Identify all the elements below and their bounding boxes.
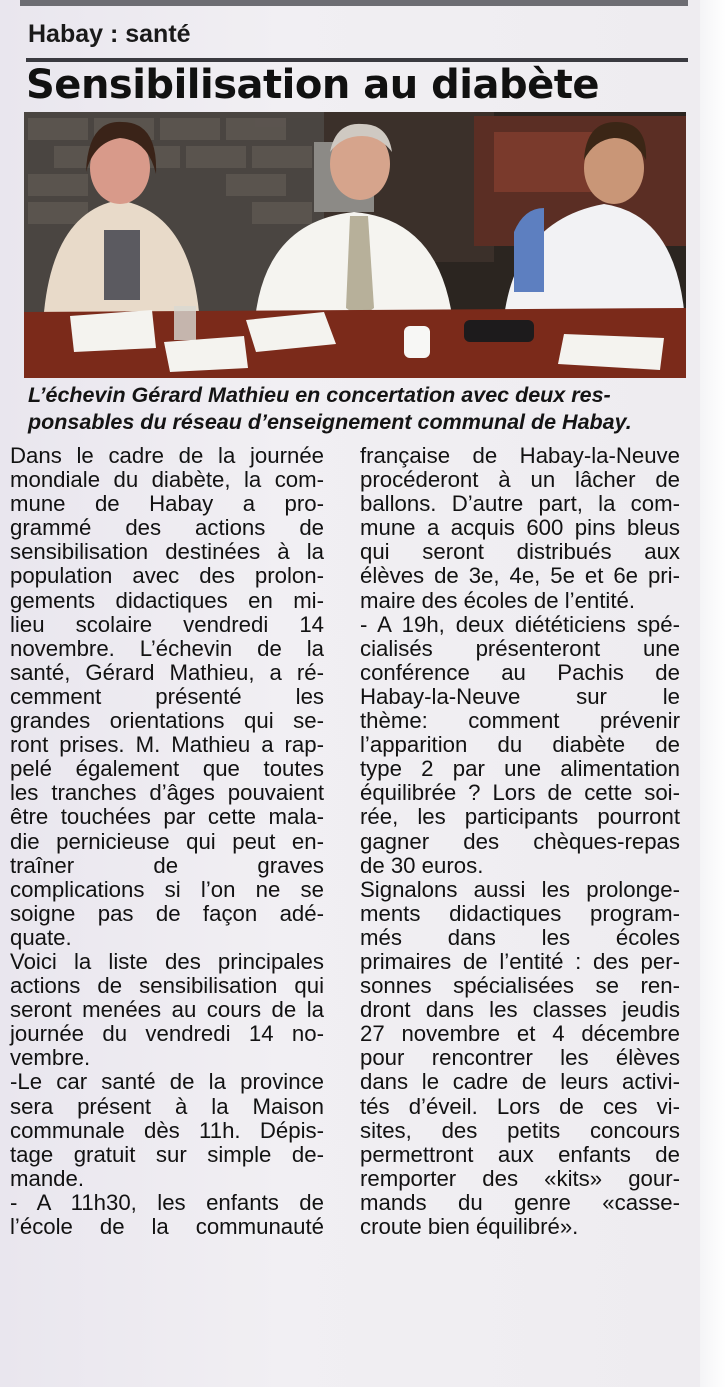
article-headline: Sensibilisation au diabète	[26, 62, 599, 108]
article-text-line: gements didactiques en mi-	[10, 587, 324, 613]
article-text-line: actions de sensibilisation qui	[10, 973, 324, 999]
article-text-line: rée, les participants pourront	[360, 804, 680, 830]
article-text-line: cialisés présenteront une	[360, 635, 680, 661]
article-text-line: ballons. D’autre part, la com-	[360, 491, 680, 517]
article-text-line: ront prises. M. Mathieu a rap-	[10, 732, 324, 758]
article-text-line: primaires de l’entité : des per-	[360, 948, 680, 974]
article-column-1	[10, 444, 324, 1239]
article-text-line: santé, Gérard Mathieu, a ré-	[10, 659, 324, 685]
article-text-line: procéderont à un lâcher de	[360, 467, 680, 493]
article-text-line: grammé des actions de	[10, 515, 324, 541]
article-photo	[24, 112, 686, 378]
article-text-line: complications si l’on ne se	[10, 876, 324, 902]
article-text-line: mune a acquis 600 pins bleus	[360, 515, 680, 541]
article-text-line: més dans les écoles	[360, 924, 680, 950]
article-text-line: française de Habay-la-Neuve	[360, 443, 680, 468]
article-text-line: sites, des petits concours	[360, 1117, 680, 1143]
article-text-line: Voici la liste des principales	[10, 948, 324, 974]
article-text-line: sonnes spécialisées se ren-	[360, 973, 680, 999]
article-text-line: mands du genre «casse-	[360, 1189, 680, 1215]
article-text-line: communale dès 11h. Dépis-	[10, 1117, 324, 1143]
article-text-line: population avec des prolon-	[10, 563, 324, 589]
photo-caption	[28, 382, 688, 436]
caption-line: L’échevin Gérard Mathieu en concertation avec deux res-	[28, 383, 611, 407]
article-text-line: - A 19h, deux diététiciens spé-	[360, 611, 680, 637]
article-text-line: novembre. L’échevin de la	[10, 635, 324, 661]
article-text-line: -Le car santé de la province	[10, 1069, 324, 1095]
article-text-line: les tranches d’âges pouvaient	[10, 780, 324, 806]
article-text-line: cemment présenté les	[10, 683, 324, 709]
article-text-line: Habay-la-Neuve sur le	[360, 683, 680, 709]
article-text-line: lieu scolaire vendredi 14	[10, 611, 324, 637]
article-text-line: équilibrée ? Lors de cette soi-	[360, 780, 680, 806]
page-margin	[700, 0, 726, 1387]
article-text-line: mande.	[10, 1165, 85, 1191]
article-text-line: grandes orientations qui se-	[10, 708, 324, 734]
article-text-line: conférence au Pachis de	[360, 659, 680, 685]
article-text-line: ments didactiques program-	[360, 900, 680, 926]
article-text-line: sensibilisation destinées à la	[10, 539, 324, 565]
article-text-line: mondiale du diabète, la com-	[10, 467, 324, 493]
article-text-line: maire des écoles de l’entité.	[360, 587, 636, 613]
top-border	[20, 0, 688, 6]
article-text-line: - A 11h30, les enfants de	[10, 1189, 324, 1215]
section-label: Habay : santé	[28, 20, 191, 48]
article-text-line: journée du vendredi 14 no-	[10, 1021, 324, 1047]
article-text-line: mune de Habay a pro-	[10, 491, 324, 517]
article-text-line: Signalons aussi les prolonge-	[360, 876, 680, 902]
article-text-line: l’apparition du diabète de	[360, 732, 680, 758]
article-text-line: de 30 euros.	[360, 852, 484, 878]
article-text-line: thème: comment prévenir	[360, 708, 680, 734]
article-text-line: vembre.	[10, 1045, 91, 1071]
article-text-line: élèves de 3e, 4e, 5e et 6e pri-	[360, 563, 680, 589]
caption-line: ponsables du réseau d’enseignement communal de Habay.	[28, 410, 632, 434]
article-column-2	[360, 444, 680, 1239]
article-text-line: qui seront distribués aux	[360, 539, 680, 565]
article-text-line: pelé également que toutes	[10, 756, 324, 782]
article-text-line: 27 novembre et 4 décembre	[360, 1021, 680, 1047]
article-text-line: gagner des chèques-repas	[360, 828, 680, 854]
article-text-line: tage gratuit sur simple de-	[10, 1141, 324, 1167]
article-text-line: type 2 par une alimentation	[360, 756, 680, 782]
article-text-line: l’école de la communauté	[10, 1214, 324, 1239]
article-text-line: die pernicieuse qui peut en-	[10, 828, 324, 854]
article-text-line: pour rencontrer les élèves	[360, 1045, 680, 1071]
article-text-line: remporter des «kits» gour-	[360, 1165, 680, 1191]
article-text-line: seront menées au cours de la	[10, 997, 324, 1023]
article-text-line: quate.	[10, 924, 72, 950]
article-text-line: sera présent à la Maison	[10, 1093, 324, 1119]
article-text-line: soigne pas de façon adé-	[10, 900, 324, 926]
article-text-line: dront dans les classes jeudis	[360, 997, 680, 1023]
article-text-line: Dans le cadre de la journée	[10, 443, 324, 468]
article-text-line: être touchées par cette mala-	[10, 804, 324, 830]
article-text-line: dans le cadre de leurs activi-	[360, 1069, 680, 1095]
article-text-line: tés d’éveil. Lors de ces vi-	[360, 1093, 680, 1119]
article-text-line: traîner de graves	[10, 852, 324, 878]
article-text-line: croute bien équilibré».	[360, 1214, 579, 1239]
article-text-line: permettront aux enfants de	[360, 1141, 680, 1167]
